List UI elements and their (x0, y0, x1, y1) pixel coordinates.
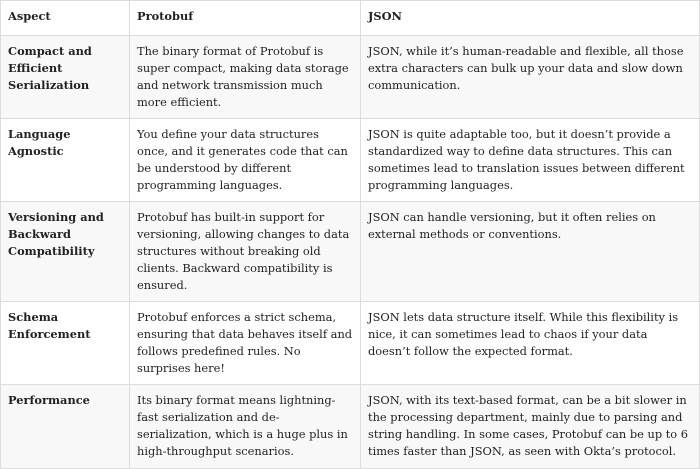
row-json-cell: JSON, while it’s human-readable and flexible, all those extra characters can bulk up your data and slow down communication. (361, 36, 700, 119)
row-aspect: Language Agnostic (1, 119, 130, 202)
table-body (1, 36, 700, 469)
header-row (1, 1, 700, 36)
row-aspect: Schema Enforcement (1, 302, 130, 385)
header-aspect: Aspect (1, 1, 130, 36)
row-json-cell: JSON lets data structure itself. While this flexibility is nice, it can sometimes lead to chaos if your data doesn’t follow the expected format. (361, 302, 700, 385)
row-protobuf-cell: The binary format of Protobuf is super compact, making data storage and network transmission much more efficient. (130, 36, 361, 119)
table-row (1, 119, 700, 202)
table-header (1, 1, 700, 36)
row-protobuf-cell: Its binary format means lightning-fast serialization and de-serialization, which is a huge plus in high-throughput scenarios. (130, 385, 361, 469)
header-json: JSON (361, 1, 700, 36)
row-aspect: Performance (1, 385, 130, 469)
row-json-cell: JSON can handle versioning, but it often relies on external methods or conventions. (361, 202, 700, 302)
table-row (1, 36, 700, 119)
row-protobuf-cell: You define your data structures once, and it generates code that can be understood by different programming languages. (130, 119, 361, 202)
table-row (1, 202, 700, 302)
header-protobuf: Protobuf (130, 1, 361, 36)
row-protobuf-cell: Protobuf has built-in support for versioning, allowing changes to data structures without breaking old clients. Backward compatibility is ensured. (130, 202, 361, 302)
table-row (1, 302, 700, 385)
row-json-cell: JSON, with its text-based format, can be a bit slower in the processing department, mainly due to parsing and string handling. In some cases, Protobuf can be up to 6 times faster than JSON, as seen with Okta’s protocol. (361, 385, 700, 469)
table-row (1, 385, 700, 469)
row-aspect: Versioning and Backward Compatibility (1, 202, 130, 302)
row-aspect: Compact and Efficient Serialization (1, 36, 130, 119)
row-json-cell: JSON is quite adaptable too, but it doesn’t provide a standardized way to define data structures. This can sometimes lead to translation issues between different programming languages. (361, 119, 700, 202)
row-protobuf-cell: Protobuf enforces a strict schema, ensuring that data behaves itself and follows predefined rules. No surprises here! (130, 302, 361, 385)
